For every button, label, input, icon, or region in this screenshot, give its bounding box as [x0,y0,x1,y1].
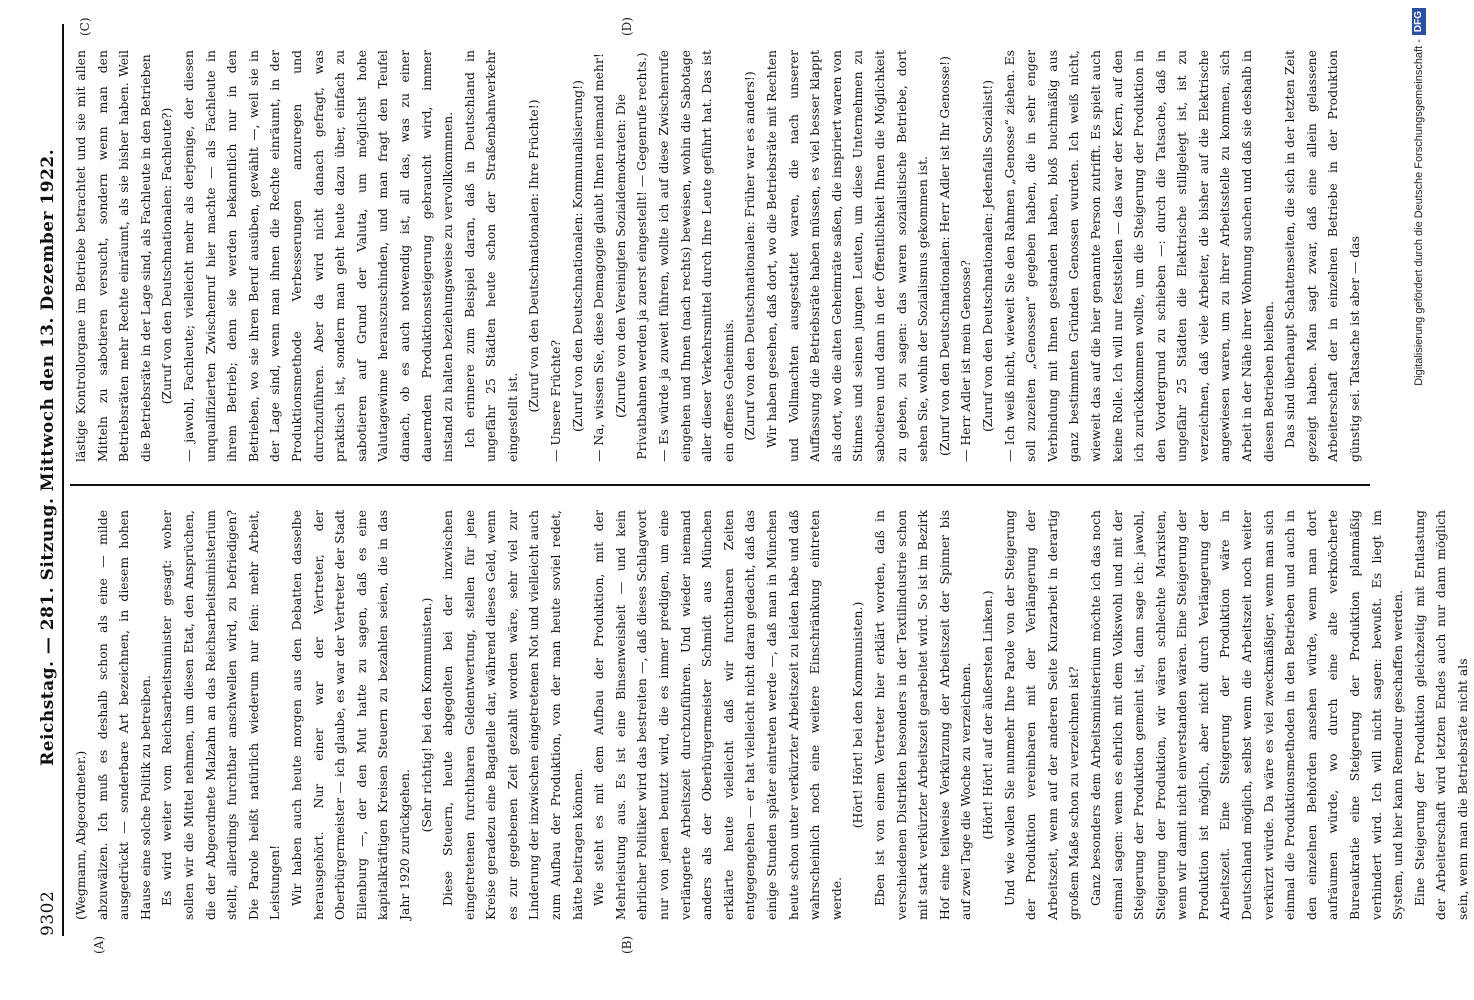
paragraph: — jawohl, Fachleute; vielleicht mehr als derjenige, der diesen unqualifizierten Zwischenruf hier machte — als Fachleute in ihrem Betrieb; denn sie werden bekanntlich nur in den Betrieben, wo sie ihren Beruf ausüben, gewählt —, weil sie in der Lage sind, wenn man ihnen die Rechte einräumt, in der Produktionsmethode Verbesserungen anzuregen und durchzuführen. Aber da wird nicht danach gefragt, was praktisch ist, sondern man geht heute dazu über, einfach zu sabotieren auf Grund der Valuta, um möglichst hohe Valutagewinne herauszuschinden, und man fragt den Teufel danach, ob es auch notwendig ist, all das, was zu einer dauernden Produktionssteigerung gebraucht wird, immer instand zu halten beziehungsweise zu vervollkommnen. [180,50,456,462]
left-column [70,510,1470,920]
interjection: (Zuruf von den Deutschnationalen: Früher war es anders!) [742,71,758,441]
interjection: (Sehr richtig! bei den Kommunisten.) [418,597,434,833]
interjection: (Zuruf von den Deutschnationalen: Ihre Früchte!) [526,99,542,413]
interjection: (Zurufe von den Vereinigten Sozialdemokraten: Die Privatbahnen werden ja zuerst eingestellt! — Gegenrufe rechts.) [612,52,650,460]
page-title: Reichstag. — 281. Sitzung. Mittwoch den 13. Dezember 1922. [38,148,58,766]
paragraph: Eben ist von einem Vertreter hier erklärt worden, daß in verschiedenen Distrikten besonders in der Textilindustrie schon mit stark verkürzter Arbeitszeit gearbeitet wird. So ist im Bezirk Hof eine teilweise Verkürzung der Arbeitszeit der Spinner bis auf zwei Tage die Woche zu verzeichnen. [871,510,974,920]
funding-note-text: Digitalisierung gefördert durch die Deutsche Forschungsgemeinschaft - [1413,39,1425,386]
paragraph: Eine Steigerung der Produktion gleichzeitig mit Entlastung der Arbeiterschaft wird letzten Endes auch nur dann möglich sein, wenn man die Betriebsräte nicht als [1411,510,1470,920]
speaker-line: (Wegmann, Abgeordneter.) [73,750,88,920]
interjection: (Hört! Hört! bei den Kommunisten.) [850,601,866,829]
interjection: (Zuruf von den Deutschnationalen: Fachleute?) [159,107,175,405]
page-header [28,24,64,936]
paragraph: Das sind überhaupt Schattenseiten, die sich in der letzten Zeit gezeigt haben. Man sagt zwar, daß eine allein gelassene Arbeiterschaft der in einzelnen Betriebe in der Produktion günstig sei. Tatsache ist aber — das [1282,50,1363,462]
paragraph: — Na, wissen Sie, diese Demagogie glaubt Ihnen niemand mehr! [591,53,607,462]
page-number: 9302 [38,890,58,936]
dfg-logo: DFG [1412,8,1426,35]
paragraph: — Es würde ja zuweit führen, wollte ich auf diese Zwischenrufe eingehen und Ihnen (nach rechts) beweisen, wohin die Sabotage aller dieser Verkehrsmittel durch Ihre Leute geführt hat. Das ist ein offenes Geheimnis. [656,50,736,462]
right-column [70,50,1370,462]
margin-marker-a: (A) [92,935,106,954]
paragraph: Ich erinnere zum Beispiel daran, daß in Deutschland in ungefähr 25 Städten heute schon der Straßenbahnverkehr eingestellt ist. [461,50,520,462]
paragraph: — Unsere Früchte? [548,339,564,462]
paragraph: — Ich weiß nicht, wieweit Sie den Rahmen „Genosse“ ziehen. Es soll zuzeiten „Genossen“ gegeben haben, die in sehr enger Verbindung mit Ihnen gestanden haben, bloß buchmäßig aus ganz bestimmten Gründen Genossen wurden. Ich weiß nicht, wieweit das auf die hier genannte Person zutrifft. Es spielt auch keine Rolle. Ich will nur feststellen — das war der Kern, auf den ich zurückkommen wollte, um die Steigerung der Produktion in den Vordergrund zu schieben —: durch die Tatsache, daß in ungefähr 25 Städten die Elektrische stillgelegt ist, ist zu verzeichnen, daß viele Arbeiter, die bisher auf die Elektrische angewiesen waren, um zu ihrer Arbeitsstelle zu kommen, sich Arbeit in der Nähe ihrer Wohnung suchen und daß sie deshalb in diesen Betrieben bleiben. [1001,50,1276,462]
paragraph: Wir haben auch heute morgen aus den Debatten dasselbe herausgehört. Nur einer war der Vertreter, der Oberbürgermeister — ich glaube, es war der Vertreter der Stadt Eilenburg —, der den Mut hatte zu sagen, daß es eine kapitalkräftigen Kreisen Steuern zu bezahlen seien, die in das Jahr 1920 zurückgehen. [288,510,412,920]
funding-note [1408,8,1430,648]
margin-marker-c: (C) [78,17,92,36]
interjection: (Hört! Hört! auf der äußersten Linken.) [979,590,995,840]
paragraph: abzuwälzen. Ich muß es deshalb schon als eine — milde ausgedrückt — sonderbare Art bezeichnen, in diesem hohen Hause eine solche Politik zu betreiben. [94,510,153,920]
paragraph: Diese Steuern, heute abgegolten bei der inzwischen eingetretenen furchtbaren Geldentwertung, stellen für jene Kreise geradezu eine Bagatelle dar, während dieses Geld, wenn es zur gegebenen Zeit gezahlt worden wäre, sehr viel zur Linderung der inzwischen eingetretenen Not und vielleicht auch zum Aufbau der Produktion, von der man heute soviel redet, hätte beitragen können. [440,510,585,920]
paragraph: lästige Kontrollorgane im Betriebe betrachtet und sie mit allen Mitteln zu sabotieren versucht, sondern wenn man den Betriebsräten mehr Rechte einräumt, als sie bisher haben. Weil die Betriebsräte in der Lage sind, als Fachleute in den Betrieben [73,50,153,462]
paragraph: Wir haben gesehen, daß dort, wo die Betriebsräte mit Rechten und Vollmachten ausgestattet waren, die nach unserer Auffassung die Betriebsräte haben müssen, es viel besser klappt als dort, wo die alten Geheimräte saßen, die inspiriert waren von Stinnes und seinen jungen Leuten, um diese Unternehmen zu sabotieren und dann in der Öffentlichkeit Ihnen die Möglichkeit zu geben, zu sagen: das waren sozialistische Betriebe, dort sehen Sie, wohin der Sozialismus gekommen ist. [764,50,931,462]
margin-marker-d: (D) [620,17,634,36]
interjection: (Zuruf von den Deutschnationalen: Herr Adler ist Ihr Genosse!) [936,56,952,456]
paragraph: — Herr Adler ist mein Genosse? [958,260,974,462]
paragraph: Und wie wollen Sie nunmehr Ihre Parole von der Steigerung der Produktion vereinbaren mit der Verlängerung der Arbeitszeit, wenn auf der anderen Seite Kurzarbeit in derartig großem Maße schon zu verzeichnen ist? [1001,510,1082,920]
column-divider [70,484,1370,486]
paragraph: Wie steht es mit dem Aufbau der Produktion, mit der Mehrleistung aus. Es ist eine Binsenweisheit — und kein ehrlicher Politiker wird das bestreiten —, daß dieses Schlagwort nur von jenen benutzt wird, die es immer predigen, um eine verlängerte Arbeitszeit durchzuführen. Und wieder niemand anders als der Oberbürgermeister Schmidt aus München erklärte heute vielleicht daß wir furchtbaren Zeiten entgegengehen — er hat vielleicht nicht daran gedacht, daß das einige Stunden später eintreten werde —, daß man in München heute schon unter verkürzter Arbeitszeit zu leiden habe und daß wahrscheinlich noch eine weitere Einschränkung eintreten werde. [591,510,844,920]
paragraph: Es wird weiter vom Reichsarbeitsminister gesagt: woher sollen wir die Mittel nehmen, um diesen Etat, den Ansprüchen, die der Abgeordnete Malzahn an das Reichsarbeitsministerium stellt, allerdings furchtbar anschwellen wird, zu befriedigen? Die Parole heißt natürlich wiederum nur fein: mehr Arbeit, Leistungen! [159,510,283,920]
interjection: (Zuruf von den Deutschnationalen: Kommunalisierung!) [569,80,585,432]
paragraph: Ganz besonders dem Arbeitsministerium möchte ich das noch einmal sagen: wenn es ehrlich mit dem Volkswohl und mit der Steigerung der Produktion gemeint ist, dann sage ich: jawohl, Steigerung der Produktion, wir wären schlechte Marxisten, wenn wir damit nicht einverstanden wären. Eine Steigerung der Produktion ist möglich, aber nicht durch Verlängerung der Arbeitszeit. Eine Steigerung der Produktion wäre in Deutschland möglich, selbst wenn die Arbeitszeit noch weiter verkürzt würde. Da wäre es viel zweckmäßiger, wenn man sich einmal die Produktionsmethoden in den Betrieben und auch in den einzelnen Behörden ansehen würde, wenn man dort aufräumen würde, wo durch eine alte verknöcherte Bureaukratie eine Steigerung der Produktion planmäßig verhindert wird. Ich will nicht sagen: bewußt. Es liegt im System, und hier kann Remedur geschaffen werden. [1087,510,1406,920]
margin-marker-b: (B) [620,935,634,954]
interjection: (Zuruf von den Deutschnationalen: Jedenfalls Sozialist!) [979,79,995,433]
